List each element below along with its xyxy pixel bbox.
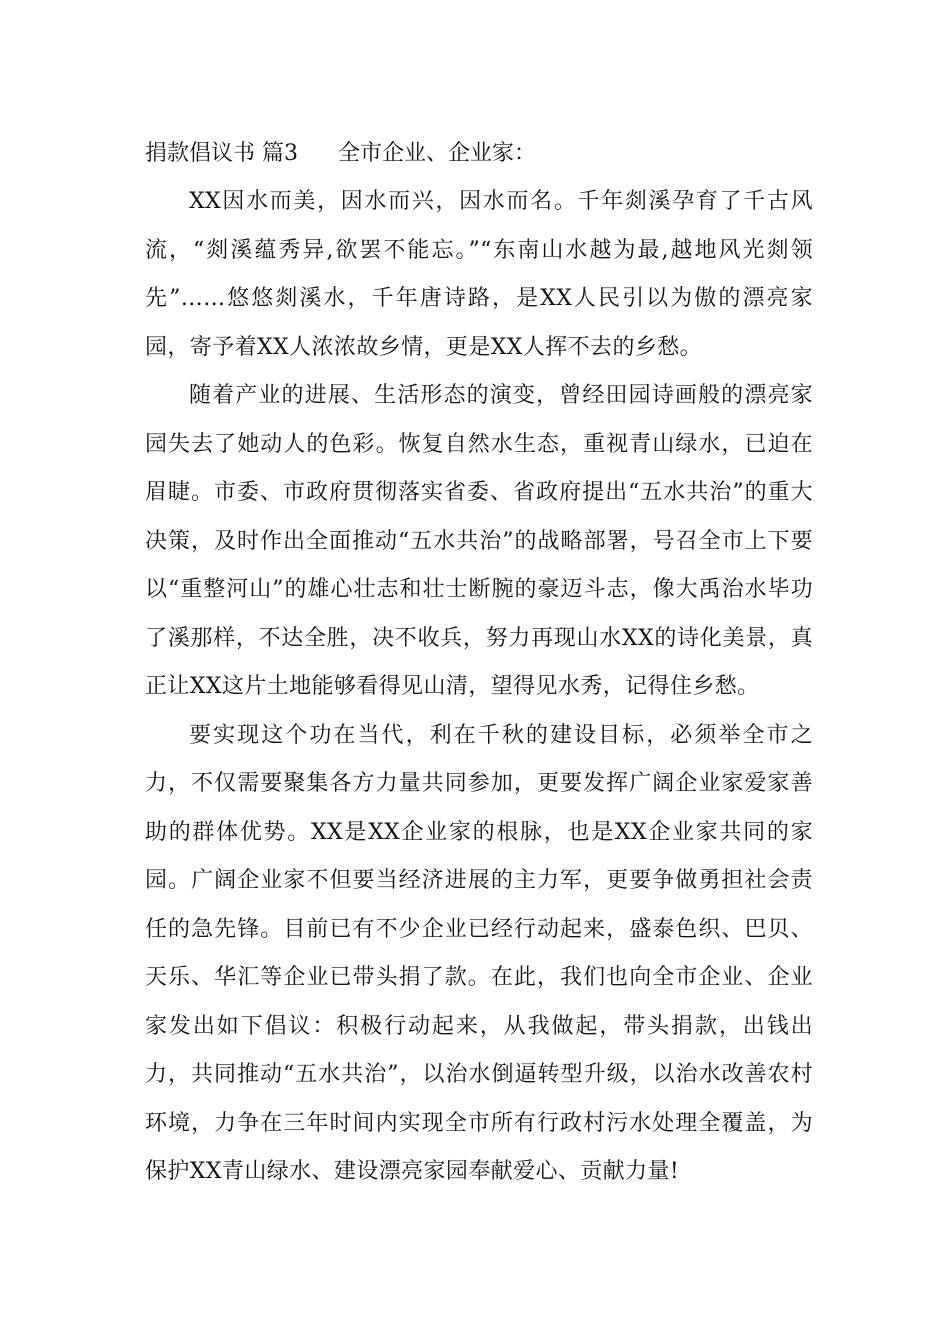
salutation: 全市企业、企业家： (338, 141, 537, 166)
paragraph-1: XX因水而美，因水而兴，因水而名。千年剡溪孕育了千古风流，“剡溪蕴秀异,欲罢不能忘。”“东南山水越为最,越地风光剡领先”……悠悠剡溪水，千年唐诗路，是XX人民引以为傲的漂亮家园，寄予着XX人浓浓故乡情，更是XX人挥不去的乡愁。 (145, 189, 813, 360)
paragraph-2: 随着产业的进展、生活形态的演变，曾经田园诗画般的漂亮家园失去了她动人的色彩。恢复自然水生态，重视青山绿水，已迫在眉睫。市委、市政府贯彻落实省委、省政府提出“五水共治”的重大决策，及时作出全面推动“五水共治”的战略部署，号召全市上下要以“重整河山”的雄心壮志和壮士断腕的豪迈斗志，像大禹治水毕功了溪那样，不达全胜，决不收兵，努力再现山水XX的诗化美景，真正让XX这片土地能够看得见山清，望得见水秀，记得住乡愁。 (145, 383, 813, 699)
heading-line (145, 130, 813, 178)
document-title: 捐款倡议书 篇3 (145, 141, 298, 166)
document-body (145, 130, 813, 1197)
paragraph-3: 要实现这个功在当代，利在千秋的建设目标，必须举全市之力，不仅需要聚集各方力量共同参加，更要发挥广阔企业家爱家善助的群体优势。XX是XX企业家的根脉，也是XX企业家共同的家园。广阔企业家不但要当经济进展的主力军，更要争做勇担社会责任的急先锋。目前已有不少企业已经行动起来，盛泰色织、巴贝、天乐、华汇等企业已带头捐了款。在此，我们也向全市企业、企业家发出如下倡议：积极行动起来，从我做起，带头捐款，出钱出力，共同推动“五水共治”，以治水倒逼转型升级，以治水改善农村环境，力争在三年时间内实现全市所有行政村污水处理全覆盖，为保护XX青山绿水、建设漂亮家园奉献爱心、贡献力量! (145, 722, 813, 1184)
